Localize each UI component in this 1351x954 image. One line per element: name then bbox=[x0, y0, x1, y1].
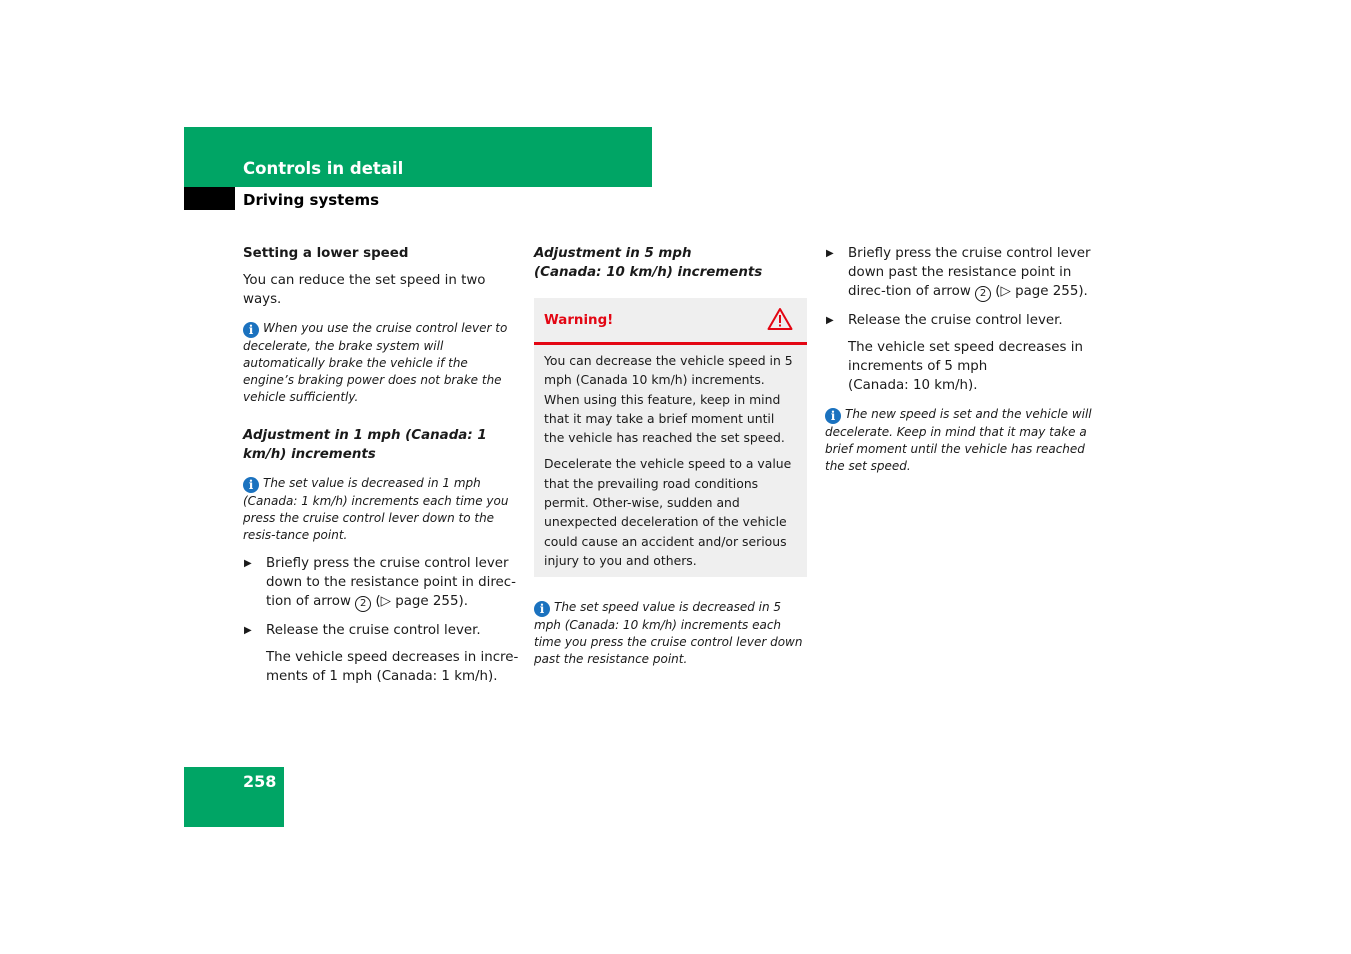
info-note-text: The set speed value is decreased in 5 mph (Canada: 10 km/h) increments each time you press the cruise control lever down past the resistance point. bbox=[534, 600, 803, 667]
info-note-text: The new speed is set and the vehicle will decelerate. Keep in mind that it may take a brief moment until the vehicle has reached the set speed. bbox=[825, 407, 1092, 473]
info-note bbox=[534, 599, 807, 668]
page-number: 258 bbox=[243, 772, 277, 791]
warning-box bbox=[534, 298, 807, 577]
step-text: Release the cruise control lever. bbox=[266, 623, 481, 638]
subheading-1mph: Adjustment in 1 mph (Canada: 1 km/h) increments bbox=[243, 428, 487, 462]
step-item bbox=[825, 244, 1103, 302]
circled-number: 2 bbox=[355, 596, 371, 612]
bullet-arrow-icon: ▶ bbox=[826, 248, 834, 259]
subheading-line: Adjustment in 5 mph bbox=[534, 246, 692, 261]
section-title: Controls in detail bbox=[243, 159, 404, 178]
bullet-arrow-icon: ▶ bbox=[244, 558, 252, 569]
step-result-line: The vehicle set speed decreases in increments of 5 mph bbox=[848, 340, 1083, 374]
info-icon: i bbox=[825, 408, 841, 424]
step-item bbox=[825, 311, 1103, 330]
subheading-line: (Canada: 10 km/h) increments bbox=[534, 265, 763, 280]
subsection-title: Driving systems bbox=[243, 191, 380, 209]
heading-setting-lower-speed: Setting a lower speed bbox=[243, 246, 409, 261]
warning-paragraph: Decelerate the vehicle speed to a value that the prevailing road conditions permit. Other-wise, sudden and unexpected deceleration of the vehicle could cause an accident and/or serious injury to you and others. bbox=[544, 456, 792, 568]
step-text: Release the cruise control lever. bbox=[848, 313, 1063, 328]
info-icon: i bbox=[243, 322, 259, 338]
section-tab-marker bbox=[184, 187, 235, 210]
step-item bbox=[243, 554, 519, 612]
circled-number: 2 bbox=[975, 286, 991, 302]
step-result-line: (Canada: 10 km/h). bbox=[848, 378, 978, 393]
page-reference: (▷ page 255). bbox=[375, 594, 468, 609]
page-reference: (▷ page 255). bbox=[995, 284, 1088, 299]
column-3 bbox=[825, 244, 1103, 475]
info-icon: i bbox=[243, 477, 259, 493]
step-text: Briefly press the cruise control lever down to the resistance point in direc-tion of arrow bbox=[266, 556, 516, 609]
warning-label: Warning! bbox=[544, 313, 614, 328]
warning-paragraph: You can decrease the vehicle speed in 5 mph (Canada 10 km/h) increments. When using this feature, keep in mind that it may take a brief moment until the vehicle has reached the set speed. bbox=[544, 353, 793, 446]
info-note bbox=[243, 320, 519, 406]
warning-triangle-icon bbox=[767, 307, 793, 331]
warning-header bbox=[534, 298, 807, 345]
column-2 bbox=[534, 244, 807, 668]
info-icon: i bbox=[534, 601, 550, 617]
info-note-text: The set value is decreased in 1 mph (Canada: 1 km/h) increments each time you press the cruise control lever down to the resis-tance point. bbox=[243, 476, 509, 542]
step-result: The vehicle speed decreases in incre-ments of 1 mph (Canada: 1 km/h). bbox=[266, 650, 519, 684]
step-text: Briefly press the cruise control lever down past the resistance point in direc-tion of arrow bbox=[848, 246, 1091, 299]
intro-text: You can reduce the set speed in two ways. bbox=[243, 273, 486, 307]
header-bar bbox=[184, 127, 652, 187]
info-note-text: When you use the cruise control lever to decelerate, the brake system will automatically brake the vehicle if the engine’s braking power does not brake the vehicle sufficiently. bbox=[243, 321, 508, 404]
info-note bbox=[243, 475, 519, 544]
warning-body bbox=[534, 345, 807, 577]
bullet-arrow-icon: ▶ bbox=[826, 315, 834, 326]
column-1 bbox=[243, 244, 519, 686]
bullet-arrow-icon: ▶ bbox=[244, 625, 252, 636]
step-item bbox=[243, 621, 519, 640]
subheading-5mph bbox=[534, 244, 807, 282]
step-result bbox=[825, 338, 1103, 395]
info-note bbox=[825, 406, 1103, 475]
